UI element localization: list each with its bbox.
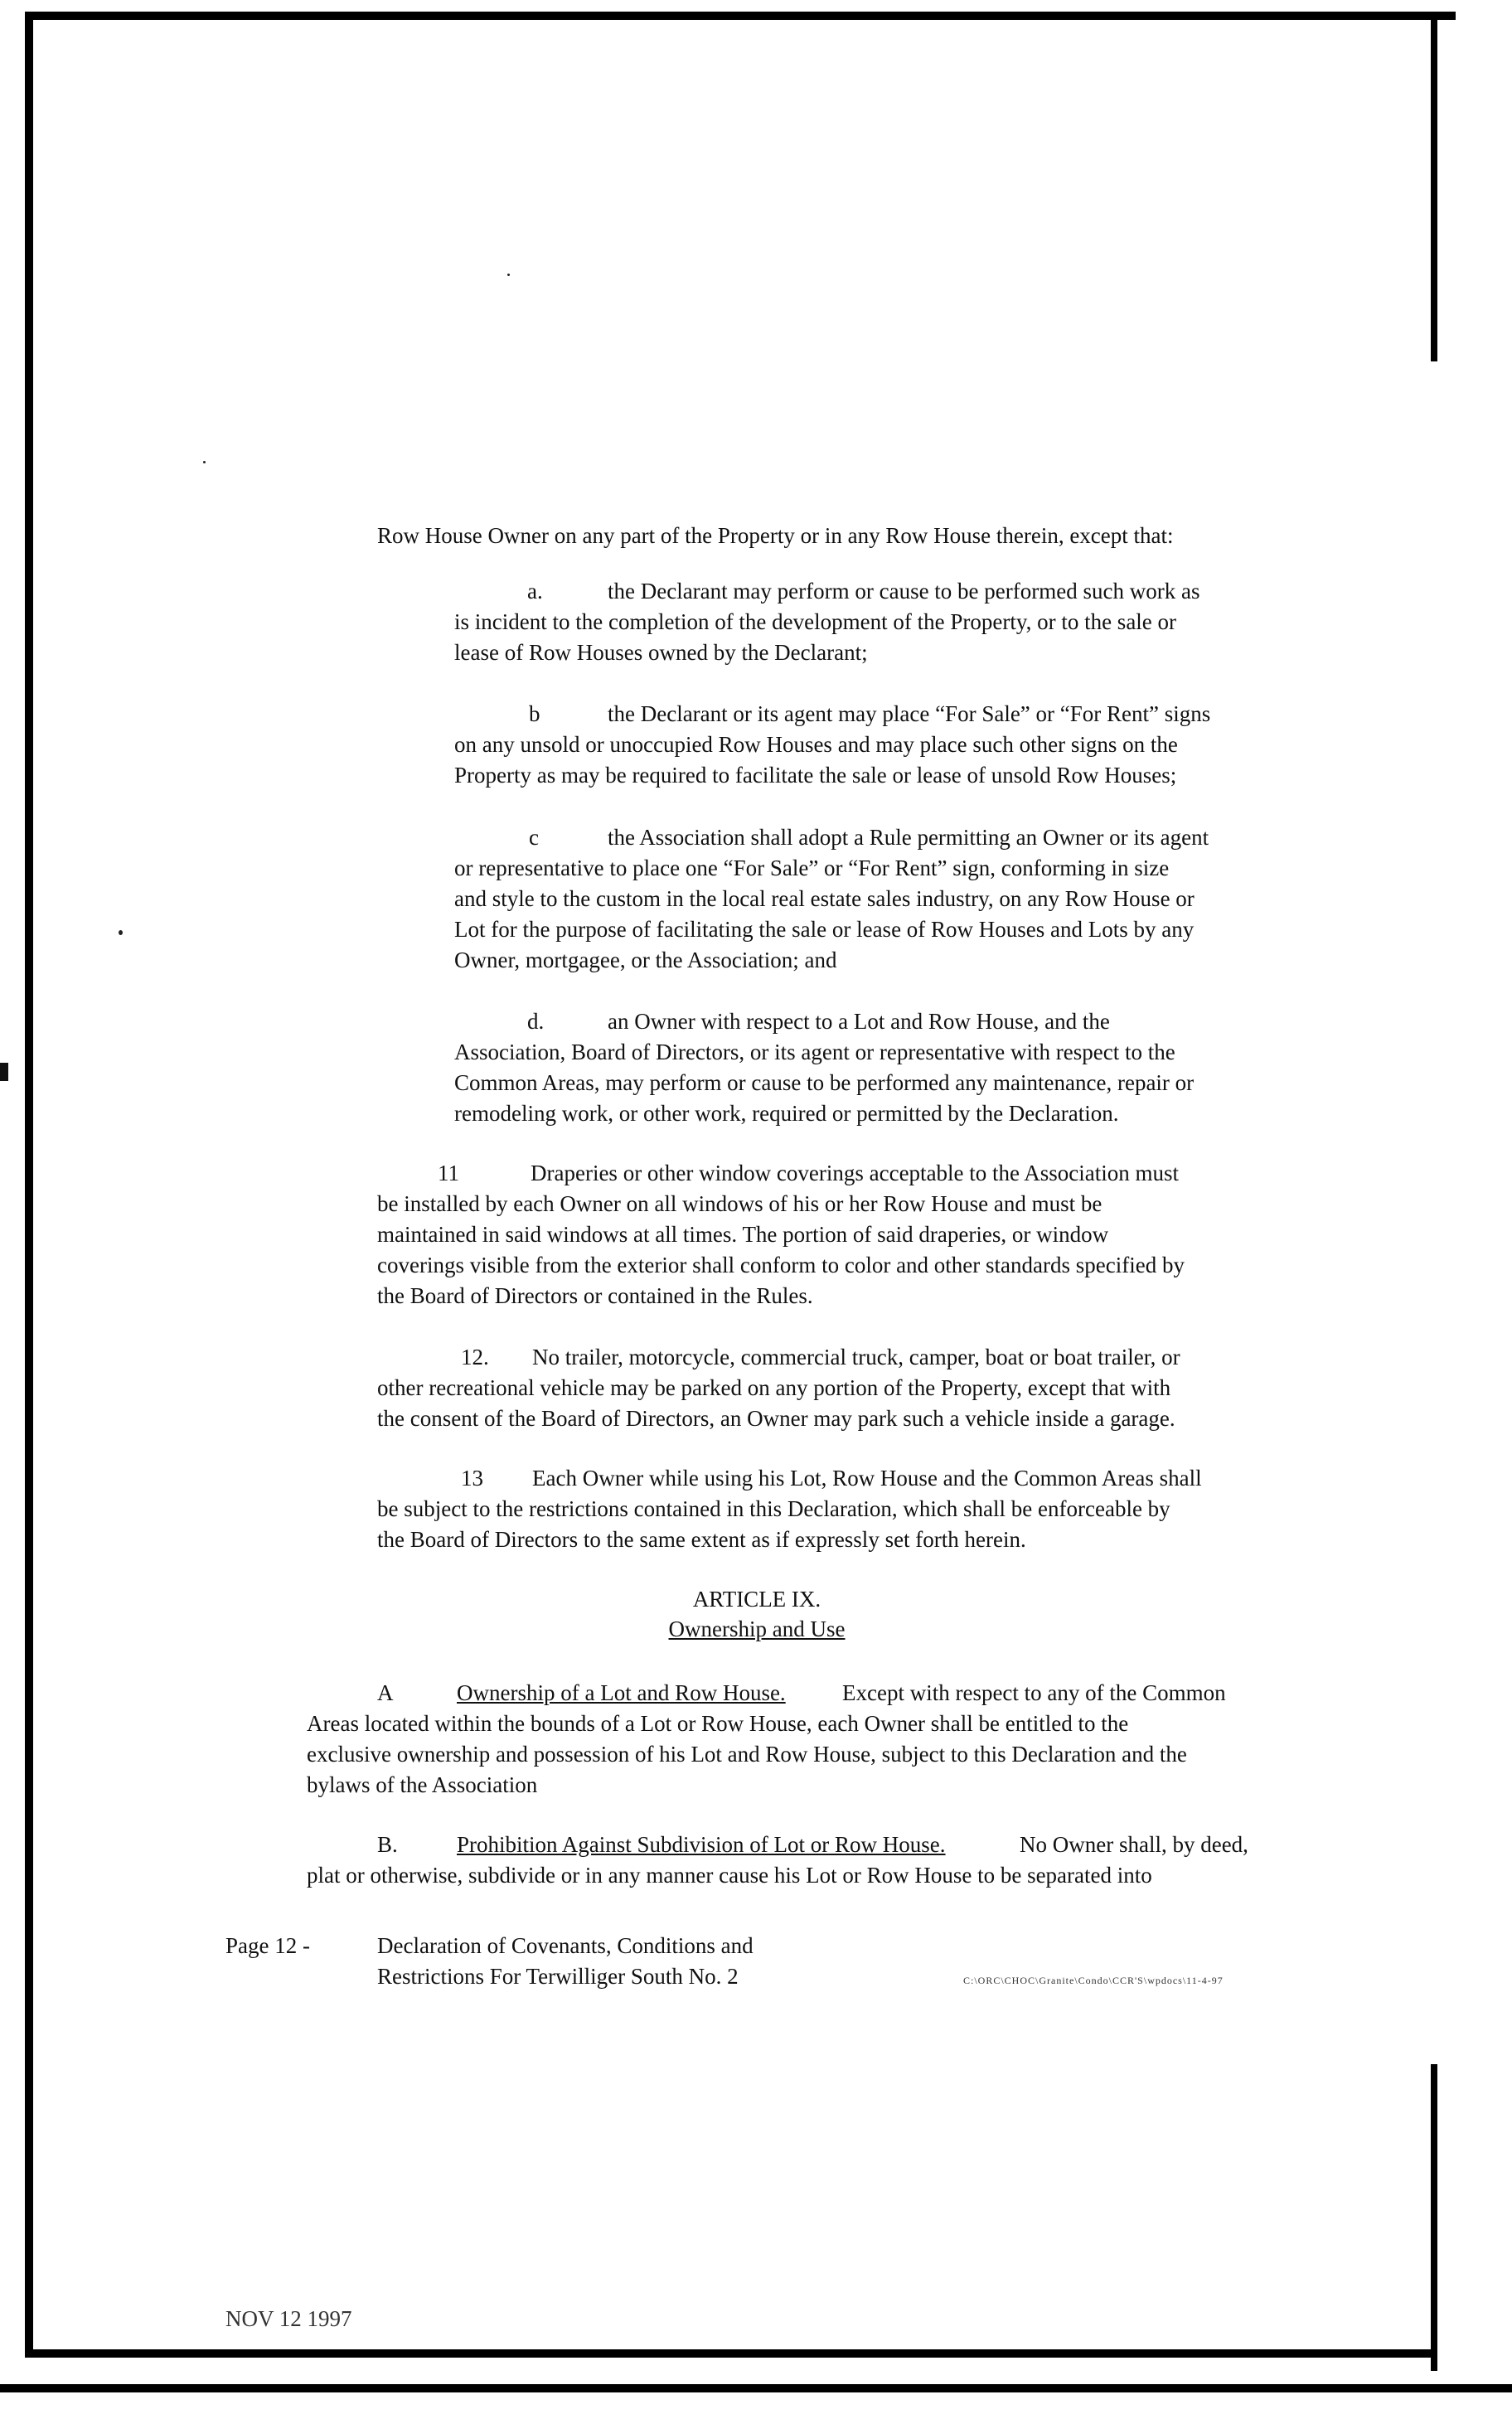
paragraph-12-line: other recreational vehicle may be parked on any portion of the Property, except that with [377, 1375, 1171, 1400]
section-b-line: No Owner shall, by deed, [1020, 1832, 1248, 1857]
section-a-line: Areas located within the bounds of a Lot or Row House, each Owner shall be entitled to the [307, 1711, 1129, 1736]
intro-line: Row House Owner on any part of the Property or in any Row House therein, except that: [377, 523, 1174, 548]
section-b-heading: Prohibition Against Subdivision of Lot or Row House. [457, 1832, 946, 1857]
scan-border-bottom-outer [0, 2384, 1512, 2392]
item-b-line: the Declarant or its agent may place “For Sale” or “For Rent” signs [608, 701, 1211, 726]
item-d-label: d. [527, 1009, 545, 1034]
item-a-line: the Declarant may perform or cause to be performed such work as [608, 579, 1200, 604]
item-b-label: b [529, 701, 540, 726]
footer-file-path: C:\ORC\CHOC\Granite\Condo\CCR'S\wpdocs\11-4-97 [963, 1975, 1224, 1986]
scan-border-left [25, 12, 33, 2358]
scan-speck [507, 274, 510, 276]
item-d-line: remodeling work, or other work, required or permitted by the Declaration. [454, 1101, 1119, 1126]
section-a-heading: Ownership of a Lot and Row House. [457, 1680, 786, 1705]
section-a-line: Except with respect to any of the Common [842, 1680, 1226, 1705]
item-c-line: and style to the custom in the local real estate sales industry, on any Row House or [454, 886, 1195, 911]
paragraph-11-line: coverings visible from the exterior shall conform to color and other standards specified by [377, 1253, 1185, 1277]
paragraph-11-line: be installed by each Owner on all windows of his or her Row House and must be [377, 1191, 1102, 1216]
item-c-label: c [529, 825, 539, 850]
item-c-line: the Association shall adopt a Rule permitting an Owner or its agent [608, 825, 1209, 850]
paragraph-13-line: the Board of Directors to the same extent as if expressly set forth herein. [377, 1527, 1026, 1552]
item-b-line: Property as may be required to facilitate the sale or lease of unsold Row Houses; [454, 763, 1177, 788]
item-c-line: or representative to place one “For Sale” or “For Rent” sign, conforming in size [454, 856, 1170, 880]
section-a-label: A [377, 1680, 394, 1705]
scan-speck [119, 930, 123, 935]
item-a-label: a. [527, 579, 543, 604]
footer-title-line-1: Declaration of Covenants, Conditions and [377, 1933, 754, 1958]
article-number: ARTICLE IX. [692, 1587, 821, 1612]
article-title: Ownership and Use [668, 1617, 846, 1641]
paragraph-11-line: the Board of Directors or contained in the Rules. [377, 1283, 813, 1308]
paragraph-11-line: maintained in said windows at all times. The portion of said draperies, or window [377, 1222, 1109, 1247]
item-b-line: on any unsold or unoccupied Row Houses and may place such other signs on the [454, 732, 1178, 757]
paragraph-11-line: Draperies or other window coverings acceptable to the Association must [531, 1161, 1180, 1185]
item-c-line: Owner, mortgagee, or the Association; and [454, 948, 837, 972]
scan-border-bottom [25, 2349, 1434, 2358]
margin-mark [0, 1063, 8, 1081]
item-c-line: Lot for the purpose of facilitating the sale or lease of Row Houses and Lots by any [454, 917, 1195, 942]
section-a-line: bylaws of the Association [307, 1772, 538, 1797]
paragraph-12-line: the consent of the Board of Directors, an Owner may park such a vehicle inside a garage. [377, 1406, 1175, 1431]
section-a-line: exclusive ownership and possession of his Lot and Row House, subject to this Declaration and the [307, 1742, 1187, 1767]
date-stamp: NOV 12 1997 [225, 2306, 352, 2331]
scan-border-top [30, 12, 1456, 20]
footer-page-label: Page 12 - [225, 1933, 310, 1958]
scan-border-right-bottom [1431, 2064, 1437, 2371]
section-b-line: plat or otherwise, subdivide or in any manner cause his Lot or Row House to be separated into [307, 1863, 1152, 1888]
item-a-line: is incident to the completion of the development of the Property, or to the sale or [454, 609, 1177, 634]
paragraph-12-number: 12. [461, 1345, 489, 1369]
paragraph-13-line: be subject to the restrictions contained in this Declaration, which shall be enforceable by [377, 1496, 1170, 1521]
footer-title-line-2: Restrictions For Terwilliger South No. 2 [377, 1964, 739, 1989]
item-d-line: Common Areas, may perform or cause to be performed any maintenance, repair or [454, 1070, 1195, 1095]
item-d-line: Association, Board of Directors, or its agent or representative with respect to the [454, 1040, 1175, 1064]
paragraph-13-number: 13 [461, 1466, 483, 1491]
item-a-line: lease of Row Houses owned by the Declarant; [454, 640, 868, 665]
scan-speck [203, 461, 206, 463]
paragraph-13-line: Each Owner while using his Lot, Row House and the Common Areas shall [532, 1466, 1202, 1491]
item-d-line: an Owner with respect to a Lot and Row House, and the [608, 1009, 1110, 1034]
paragraph-12-line: No trailer, motorcycle, commercial truck, camper, boat or boat trailer, or [532, 1345, 1180, 1369]
scan-border-right-top [1431, 12, 1437, 361]
paragraph-11-number: 11 [438, 1161, 459, 1185]
section-b-label: B. [377, 1832, 398, 1857]
